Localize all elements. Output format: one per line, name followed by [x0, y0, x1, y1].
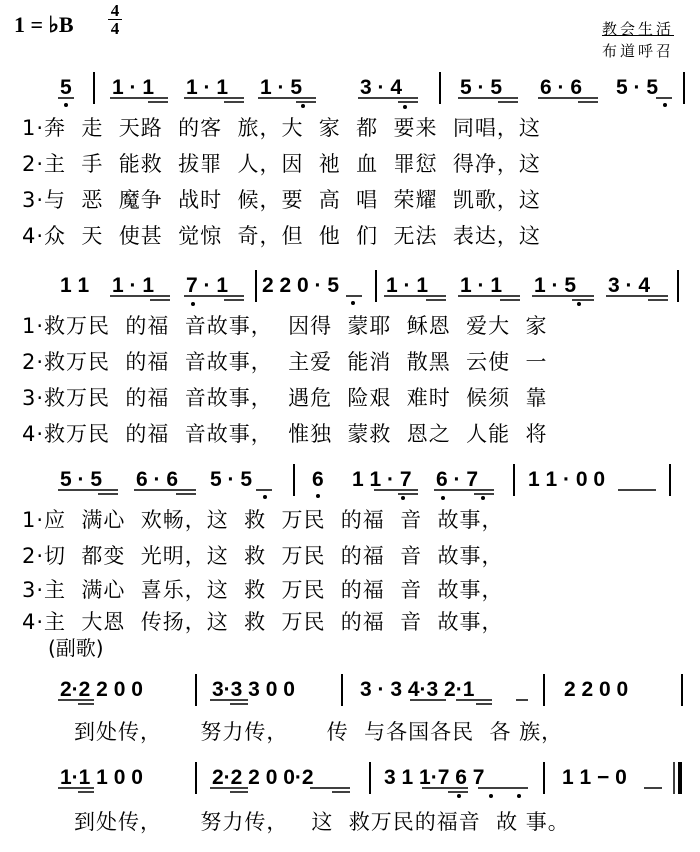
- chorus-notation-1: [0, 672, 700, 712]
- svg-text:1·1 1 0 0: 1·1 1 0 0: [60, 766, 143, 789]
- notation-staff-3: [0, 462, 700, 502]
- svg-text:5 · 5: 5 · 5: [60, 468, 103, 491]
- svg-text:6 · 6: 6 · 6: [136, 468, 179, 491]
- notation-staff-2: [0, 268, 700, 308]
- credit-line-2: 布道呼召: [601, 42, 674, 60]
- chorus-lyric-2: 到处传， 努力传， 这 救万民的福音 故 事。: [74, 810, 570, 834]
- svg-text:2·2 2 0 0·2: 2·2 2 0 0·2: [212, 766, 314, 789]
- time-signature: [108, 2, 122, 37]
- svg-text:2·2 2 0 0: 2·2 2 0 0: [60, 678, 143, 701]
- chorus-label: (副歌): [48, 636, 104, 660]
- notation-svg-3: [0, 462, 700, 502]
- svg-text:3 · 4: 3 · 4: [360, 76, 403, 99]
- lyric-line-3-3: 3·主 满心 喜乐，这 救 万民 的福 音 故事，: [22, 578, 504, 602]
- lyric-line-3-1: 1·应 满心 欢畅，这 救 万民 的福 音 故事，: [22, 508, 504, 532]
- svg-text:1 · 5: 1 · 5: [534, 274, 577, 297]
- svg-text:1 1: 1 1: [60, 274, 90, 297]
- svg-text:5: 5: [60, 76, 72, 99]
- svg-text:2 2 0 0: 2 2 0 0: [564, 678, 629, 701]
- chorus-lyric-1: 到处传， 努力传， 传 与各国各民 各 族，: [74, 720, 564, 744]
- svg-text:1 · 1: 1 · 1: [112, 76, 155, 99]
- svg-text:3·3 3 0 0: 3·3 3 0 0: [212, 678, 295, 701]
- svg-text:1 · 1: 1 · 1: [186, 76, 229, 99]
- chorus-notation-2: [0, 760, 700, 800]
- svg-text:3 · 4: 3 · 4: [608, 274, 651, 297]
- svg-text:1 1 − 0: 1 1 − 0: [562, 766, 627, 789]
- svg-text:1 · 1: 1 · 1: [112, 274, 155, 297]
- svg-text:1 · 1: 1 · 1: [460, 274, 503, 297]
- svg-text:6 · 6: 6 · 6: [540, 76, 583, 99]
- lyric-line-2-3: 3·救万民 的福 音故事， 遇危 险艰 难时 候须 靠: [22, 386, 548, 410]
- chorus-notation-svg-2: [0, 760, 700, 800]
- lyric-line-2-1: 1·救万民 的福 音故事， 因得 蒙耶 稣恩 爱大 家: [22, 314, 548, 338]
- time-denominator: 4: [108, 19, 122, 37]
- lyric-line-3-2: 2·切 都变 光明，这 救 万民 的福 音 故事，: [22, 544, 504, 568]
- lyric-line-1-1: 1·奔 走 天路 的客 旅，大 家 都 要来 同唱，这: [22, 116, 541, 140]
- lyric-line-3-4: 4·主 大恩 传扬，这 救 万民 的福 音 故事，: [22, 610, 504, 634]
- svg-text:6 · 7: 6 · 7: [436, 468, 479, 491]
- notation-svg-1: [0, 70, 700, 110]
- svg-text:2 2 0 · 5: 2 2 0 · 5: [262, 274, 340, 297]
- svg-text:1 1 · 0 0: 1 1 · 0 0: [528, 468, 606, 491]
- svg-text:5 · 5: 5 · 5: [616, 76, 659, 99]
- svg-text:3 1 1·7 6 7: 3 1 1·7 6 7: [384, 766, 485, 789]
- svg-text:5 · 5: 5 · 5: [210, 468, 253, 491]
- time-numerator: 4: [110, 1, 120, 20]
- lyric-line-1-4: 4·众 天 使甚 觉惊 奇，但 他 们 无法 表达，这: [22, 224, 541, 248]
- notation-staff-1: [0, 70, 700, 110]
- svg-text:1 · 5: 1 · 5: [260, 76, 303, 99]
- notation-svg-2: [0, 268, 700, 308]
- svg-text:1 1 · 7: 1 1 · 7: [352, 468, 412, 491]
- svg-text:7 · 1: 7 · 1: [186, 274, 229, 297]
- lyric-line-1-3: 3·与 恶 魔争 战时 候，要 高 唱 荣耀 凯歌，这: [22, 188, 541, 212]
- svg-text:5 · 5: 5 · 5: [460, 76, 503, 99]
- credit-line-1: 教会生活: [601, 20, 674, 38]
- svg-text:3 · 3 4·3 2·1: 3 · 3 4·3 2·1: [360, 678, 475, 701]
- lyric-line-2-4: 4·救万民 的福 音故事， 惟独 蒙救 恩之 人能 将: [22, 422, 548, 446]
- key-signature: 1 = ♭B: [14, 12, 74, 37]
- lyric-line-2-2: 2·救万民 的福 音故事， 主爱 能消 散黑 云使 一: [22, 350, 548, 374]
- svg-text:6: 6: [312, 468, 324, 491]
- chorus-notation-svg-1: [0, 672, 700, 712]
- lyric-line-1-2: 2·主 手 能救 拔罪 人，因 祂 血 罪愆 得净，这: [22, 152, 541, 176]
- svg-text:1 · 1: 1 · 1: [386, 274, 429, 297]
